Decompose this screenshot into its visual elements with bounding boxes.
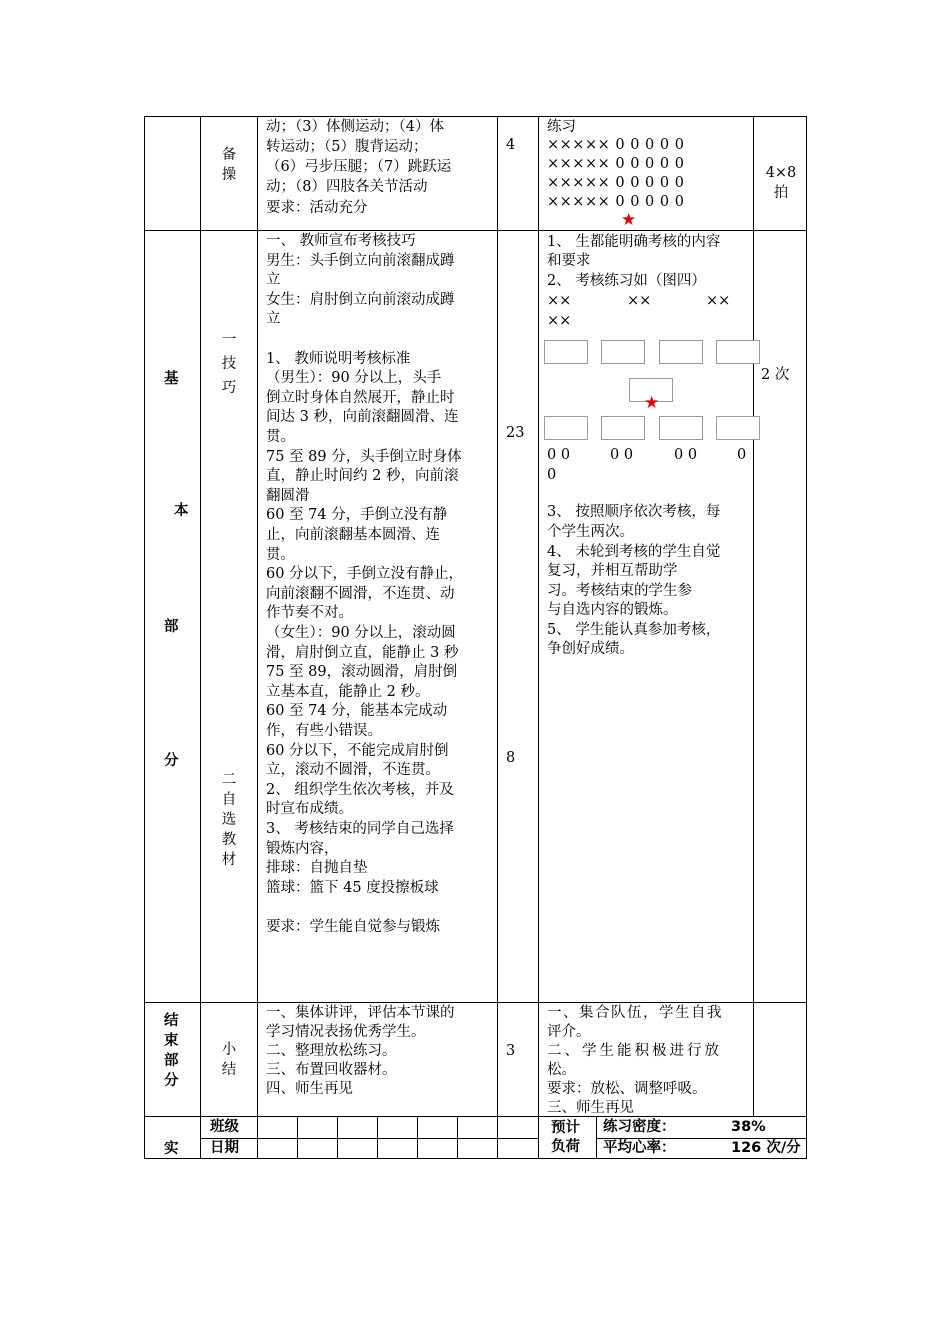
- formation-cross: ××: [547, 313, 572, 329]
- formation-zero: 0 0: [610, 447, 634, 463]
- content-line: 1、 教师说明考核标准: [266, 350, 411, 367]
- mat-icon: [716, 416, 760, 440]
- row2-label-skills: 一 技 巧: [221, 332, 237, 396]
- org-line: 3、 按照顺序依次考核，每: [547, 504, 721, 520]
- rule: [144, 116, 145, 1159]
- section-label-char: 分: [164, 753, 179, 769]
- rule: [457, 1116, 458, 1159]
- formation-zero: 0: [737, 447, 747, 463]
- content-line: 滑，肩肘倒立直，能静止 3 秒: [266, 644, 459, 661]
- content-line: （男生）：90 分以上，头手: [266, 370, 442, 387]
- formation-zero: 0 0: [547, 447, 571, 463]
- rule: [806, 116, 807, 1159]
- org-line: 与自选内容的锻炼。: [547, 602, 678, 618]
- content-line: 3、 考核结束的同学自己选择: [266, 821, 454, 837]
- row3-label: 小 结: [221, 1042, 237, 1078]
- section-label-char: 分: [164, 1073, 179, 1089]
- footer-shi: 实: [164, 1141, 179, 1157]
- org-line: 1、 生都能明确考核的内容: [547, 234, 721, 250]
- content-line: 一、 教师宣布考核技巧: [266, 233, 416, 249]
- content-line: 动；（8）四肢各关节活动: [266, 179, 428, 195]
- rule: [200, 1138, 538, 1139]
- org-line: 和要求: [547, 253, 591, 269]
- section-label-char: 部: [164, 619, 179, 635]
- mat-icon: [659, 416, 703, 440]
- content-line: 排球：自抛自垫: [266, 860, 368, 877]
- formation-line: ××××× 0 0 0 0 0: [547, 156, 685, 172]
- section-label-char: 部: [164, 1053, 179, 1069]
- rule: [297, 1116, 298, 1159]
- rule: [337, 1116, 338, 1159]
- row1-label: 备 操: [221, 147, 237, 183]
- row2-label-elective: 二 自 选 教 材: [221, 772, 237, 868]
- formation-zero: 0 0: [674, 447, 698, 463]
- content-line: 翻圆滑: [266, 487, 310, 504]
- org-line: 二、学生能积极进行放: [547, 1043, 722, 1059]
- org-line: 5、 学生能认真参加考核，: [547, 622, 721, 638]
- load-label: 预计 负荷: [551, 1120, 580, 1155]
- org-line: 一、集合队伍，学生自我: [547, 1005, 723, 1021]
- rule: [753, 116, 754, 1117]
- content-line: 篮球：篮下 45 度投擦板球: [266, 879, 439, 896]
- content-line: 贯。: [266, 429, 295, 445]
- class-label: 班级: [210, 1119, 239, 1135]
- content-line: 转运动；（5）腹背运动；: [266, 139, 428, 155]
- content-line: 女生：肩肘倒立向前滚动成蹲: [266, 291, 455, 308]
- teacher-star-icon: ★: [644, 393, 660, 413]
- section-label-char: 结: [164, 1013, 179, 1029]
- content-line: 60 至 74 分，能基本完成动: [266, 703, 448, 720]
- org-line: 2、 考核练习如（图四）: [547, 273, 706, 289]
- content-line: 一、集体讲评，评估本节课的: [266, 1005, 455, 1021]
- formation-zero: 0: [547, 467, 557, 483]
- density-label: 练习密度：: [603, 1119, 676, 1135]
- org-line: 习。考核结束的学生参: [547, 583, 692, 599]
- formation-line: ××××× 0 0 0 0 0: [547, 137, 685, 153]
- row3-time: 3: [506, 1043, 516, 1059]
- mat-icon: [601, 340, 645, 364]
- row1-time: 4: [506, 137, 516, 153]
- rule: [200, 116, 201, 1159]
- rule: [257, 1116, 258, 1159]
- content-line: 立基本直，能静止 2 秒。: [266, 683, 430, 700]
- mat-icon: [659, 340, 703, 364]
- org-line: 4、 未轮到考核的学生自觉: [547, 544, 721, 560]
- content-line: 倒立时身体自然展开，静止时: [266, 389, 455, 406]
- org-line: 个学生两次。: [547, 524, 634, 540]
- date-label: 日期: [210, 1140, 239, 1156]
- content-line: 学习情况表扬优秀学生。: [266, 1024, 426, 1040]
- content-line: 60 分以下，不能完成肩肘倒: [266, 742, 449, 759]
- heart-rate-value: 126 次/分: [731, 1140, 801, 1156]
- formation-cross: ××: [627, 293, 652, 309]
- org-line: 评介。: [547, 1024, 591, 1040]
- formation-cross: ××: [547, 293, 572, 309]
- section-label-char: 束: [164, 1033, 179, 1049]
- content-line: （女生）：90 分以上，滚动圆: [266, 625, 456, 641]
- rule: [144, 1002, 807, 1003]
- content-line: 立: [266, 272, 281, 289]
- content-line: 要求：活动充分: [266, 200, 368, 216]
- content-line: 2、 组织学生依次考核，并及: [266, 781, 454, 798]
- rule: [144, 116, 807, 117]
- content-line: 锻炼内容，: [266, 840, 339, 857]
- content-line: 男生：头手倒立向前滚翻成蹲: [266, 252, 455, 269]
- row2-reps: 2 次: [761, 367, 790, 383]
- rule: [257, 116, 258, 1117]
- heart-rate-label: 平均心率：: [603, 1140, 676, 1156]
- density-value: 38%: [731, 1119, 766, 1135]
- row2-time-skills: 23: [506, 425, 525, 441]
- mat-icon: [544, 416, 588, 440]
- formation-cross: ××: [706, 293, 731, 309]
- mat-icon: [544, 340, 588, 364]
- rule: [144, 1116, 807, 1117]
- rule: [538, 116, 539, 1159]
- content-line: 向前滚翻不圆滑，不连贯、动: [266, 585, 455, 602]
- content-line: （6）弓步压腿；（7）跳跃运: [266, 159, 452, 175]
- teacher-star-icon: ★: [621, 210, 637, 230]
- content-line: 动；（3）体侧运动；（4）体: [266, 119, 444, 135]
- content-line: 要求：学生能自觉参与锻炼: [266, 919, 440, 935]
- rule: [596, 1116, 597, 1159]
- content-line: 立，滚动不圆滑，不连贯。: [266, 762, 440, 779]
- row2-time-elective: 8: [506, 750, 516, 766]
- content-line: 立: [266, 311, 281, 328]
- formation-line: ××××× 0 0 0 0 0: [547, 194, 685, 210]
- section-label-char: 本: [174, 503, 189, 519]
- content-line: 时宣布成绩。: [266, 801, 353, 818]
- mat-icon: [601, 416, 645, 440]
- content-line: 75 至 89 分，头手倒立时身体: [266, 448, 462, 465]
- content-line: 二、整理放松练习。: [266, 1043, 397, 1059]
- content-line: 作，有些小错误。: [266, 723, 382, 739]
- rule: [497, 116, 498, 1159]
- org-line: 三、师生再见: [547, 1100, 634, 1116]
- rule: [144, 1158, 807, 1159]
- content-line: 三、布置回收器材。: [266, 1062, 397, 1078]
- content-line: 60 至 74 分，手倒立没有静: [266, 507, 448, 524]
- row1-reps: 4×8 拍: [765, 165, 797, 201]
- formation-line: ××××× 0 0 0 0 0: [547, 175, 685, 191]
- content-line: 60 分以下，手倒立没有静止，: [266, 566, 464, 583]
- content-line: 四、师生再见: [266, 1081, 353, 1097]
- mat-icon: [716, 340, 760, 364]
- org-line: 松。: [547, 1062, 576, 1078]
- content-line: 75 至 89，滚动圆滑，肩肘倒: [266, 664, 458, 681]
- content-line: 作节奏不对。: [266, 605, 353, 622]
- org-line: 要求：放松、调整呼吸。: [547, 1081, 707, 1097]
- rule: [377, 1116, 378, 1159]
- org-line: 争创好成绩。: [547, 641, 634, 657]
- content-line: 直，静止时间约 2 秒，向前滚: [266, 468, 459, 485]
- content-line: 贯。: [266, 546, 295, 563]
- org-line: 复习，并相互帮助学: [547, 563, 678, 579]
- org-line: 练习: [547, 119, 576, 135]
- rule: [144, 230, 807, 231]
- content-line: 间达 3 秒，向前滚翻圆滑、连: [266, 409, 459, 426]
- rule: [417, 1116, 418, 1159]
- content-line: 止，向前滚翻基本圆滑、连: [266, 527, 440, 543]
- section-label-char: 基: [164, 371, 179, 387]
